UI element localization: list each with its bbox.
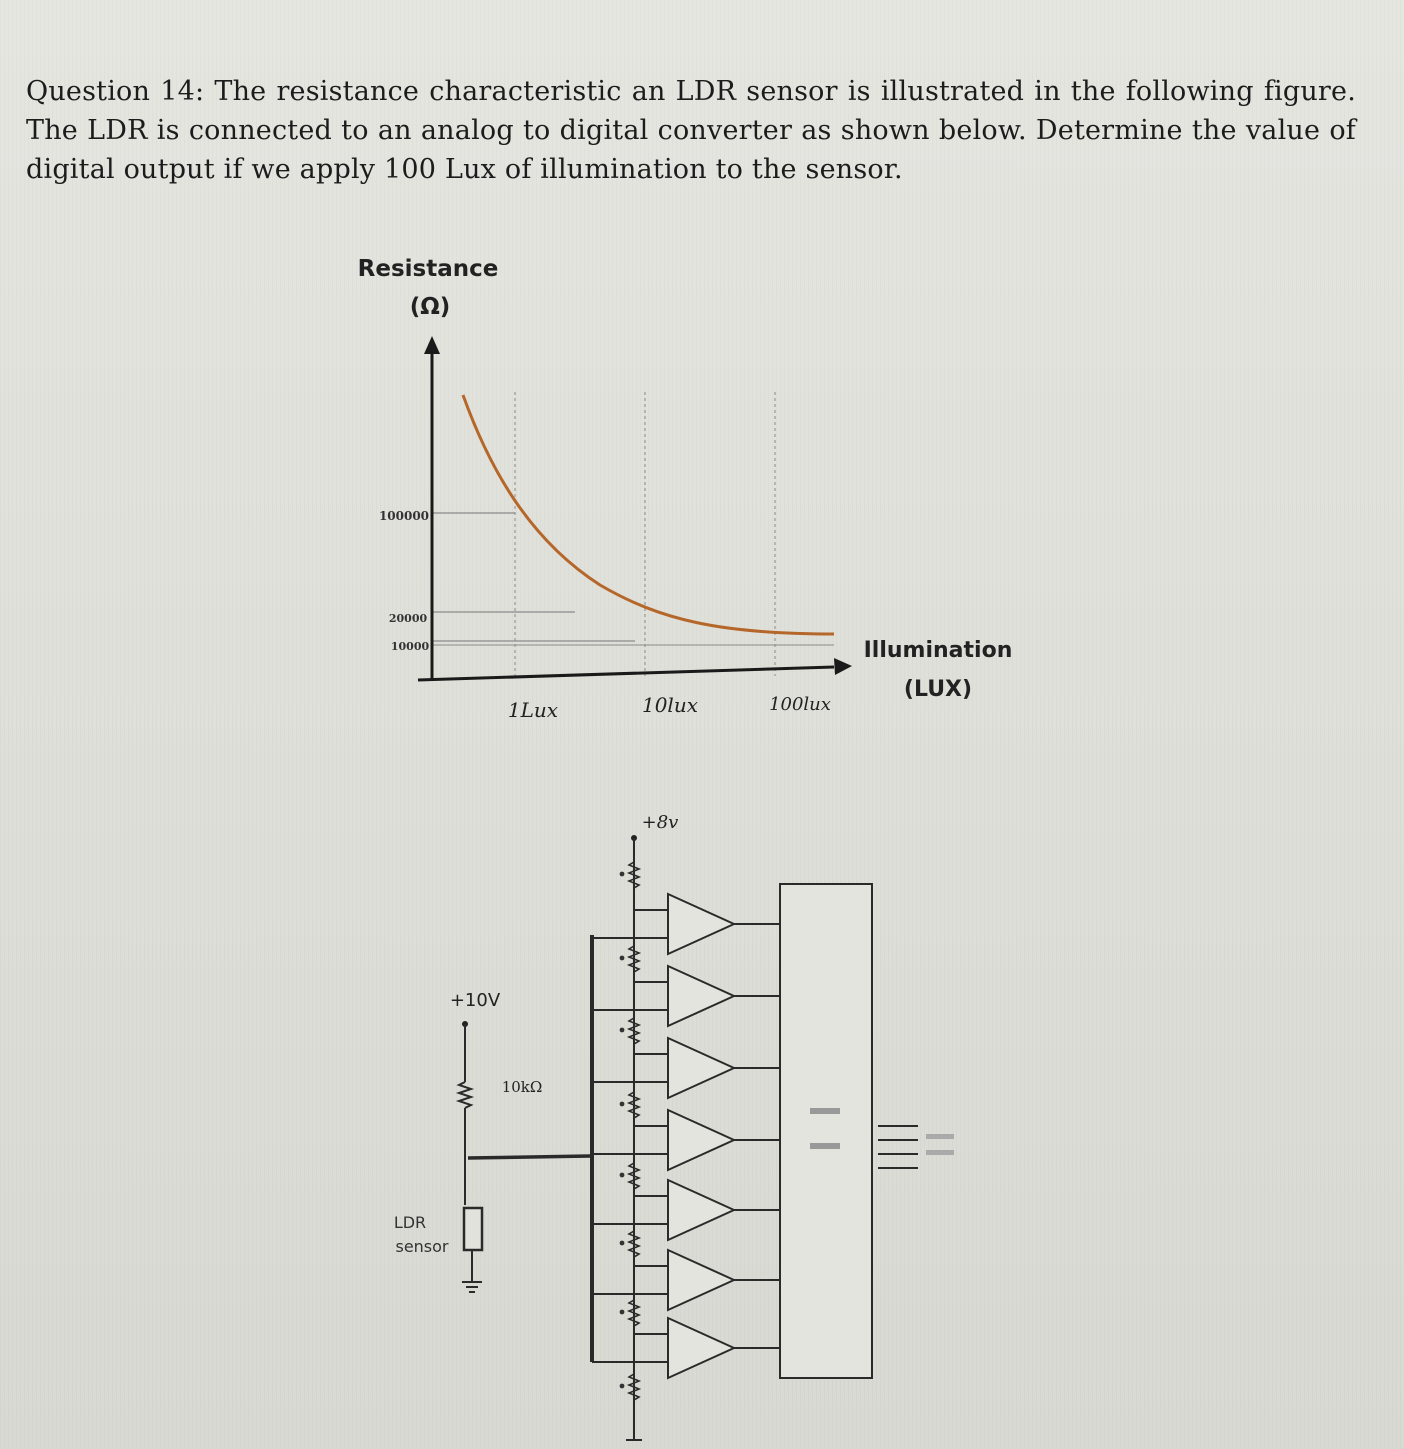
resistance-curve <box>463 395 834 634</box>
ldr-sensor-icon <box>464 1208 482 1250</box>
x-tick-label-1lux: 1Lux <box>507 698 559 722</box>
comparator-icon <box>668 1250 734 1310</box>
ladder-node-dot <box>620 1384 625 1389</box>
ladder-node-dot <box>620 1310 625 1315</box>
ladder-node-dot <box>620 1102 625 1107</box>
resistor-ladder <box>620 862 639 1400</box>
ldr-label-line1: LDR <box>393 1213 427 1232</box>
y-tick-label-20000: 20000 <box>388 612 428 625</box>
y-axis-label-line1: Resistance <box>357 256 499 282</box>
y-axis-label-line2: (Ω) <box>409 294 451 320</box>
comparator-icon <box>668 894 734 954</box>
comparator-icon <box>668 1110 734 1170</box>
digital-output-lines <box>878 1126 918 1168</box>
x-axis <box>418 667 834 680</box>
ladder-node-dot <box>620 956 625 961</box>
sensor-node-wire <box>468 1156 590 1158</box>
x-tick-label-100lux: 100lux <box>769 694 831 715</box>
fixed-resistor-icon <box>459 1082 471 1108</box>
comparator-icon <box>668 966 734 1026</box>
x-tick-label-10lux: 10lux <box>641 693 699 717</box>
encoder-caption-mark <box>810 1108 840 1114</box>
x-axis-arrow-icon <box>834 658 852 675</box>
x-axis-label-line1: Illumination <box>863 638 1013 663</box>
ladder-node-dot <box>620 872 625 877</box>
resistor-value-label: 10kΩ <box>501 1078 543 1096</box>
comparator-bank <box>592 894 780 1378</box>
ldr-resistance-chart <box>358 256 1013 722</box>
ladder-node-dot <box>620 1241 625 1246</box>
y-axis-arrow-icon <box>424 336 440 354</box>
ladder-node-dot <box>620 1028 625 1033</box>
ladder-node-dot <box>620 1173 625 1178</box>
comparator-icon <box>668 1038 734 1098</box>
y-tick-label-10000: 10000 <box>390 640 430 653</box>
comparator-icon <box>668 1318 734 1378</box>
x-axis-label-line2: (LUX) <box>903 677 973 702</box>
ldr-label-line2: sensor <box>395 1237 449 1256</box>
adc-circuit <box>394 812 954 1440</box>
reference-voltage-label: +8v <box>641 812 679 833</box>
encoder-caption-mark-2 <box>810 1143 840 1149</box>
y-tick-label-100000: 100000 <box>378 509 430 523</box>
output-caption-mark <box>926 1134 954 1139</box>
comparator-icon <box>668 1180 734 1240</box>
output-caption-mark-2 <box>926 1150 954 1155</box>
question-text: Question 14: The resistance characteristic an LDR sensor is illustrated in the following figure. The LDR is connected to an analog to digital converter as shown below. Determine the value of digital output if we apply 100 Lux of illumination to the sensor. <box>26 76 1356 185</box>
priority-encoder-block <box>780 884 872 1378</box>
supply-voltage-label: +10V <box>449 990 501 1011</box>
